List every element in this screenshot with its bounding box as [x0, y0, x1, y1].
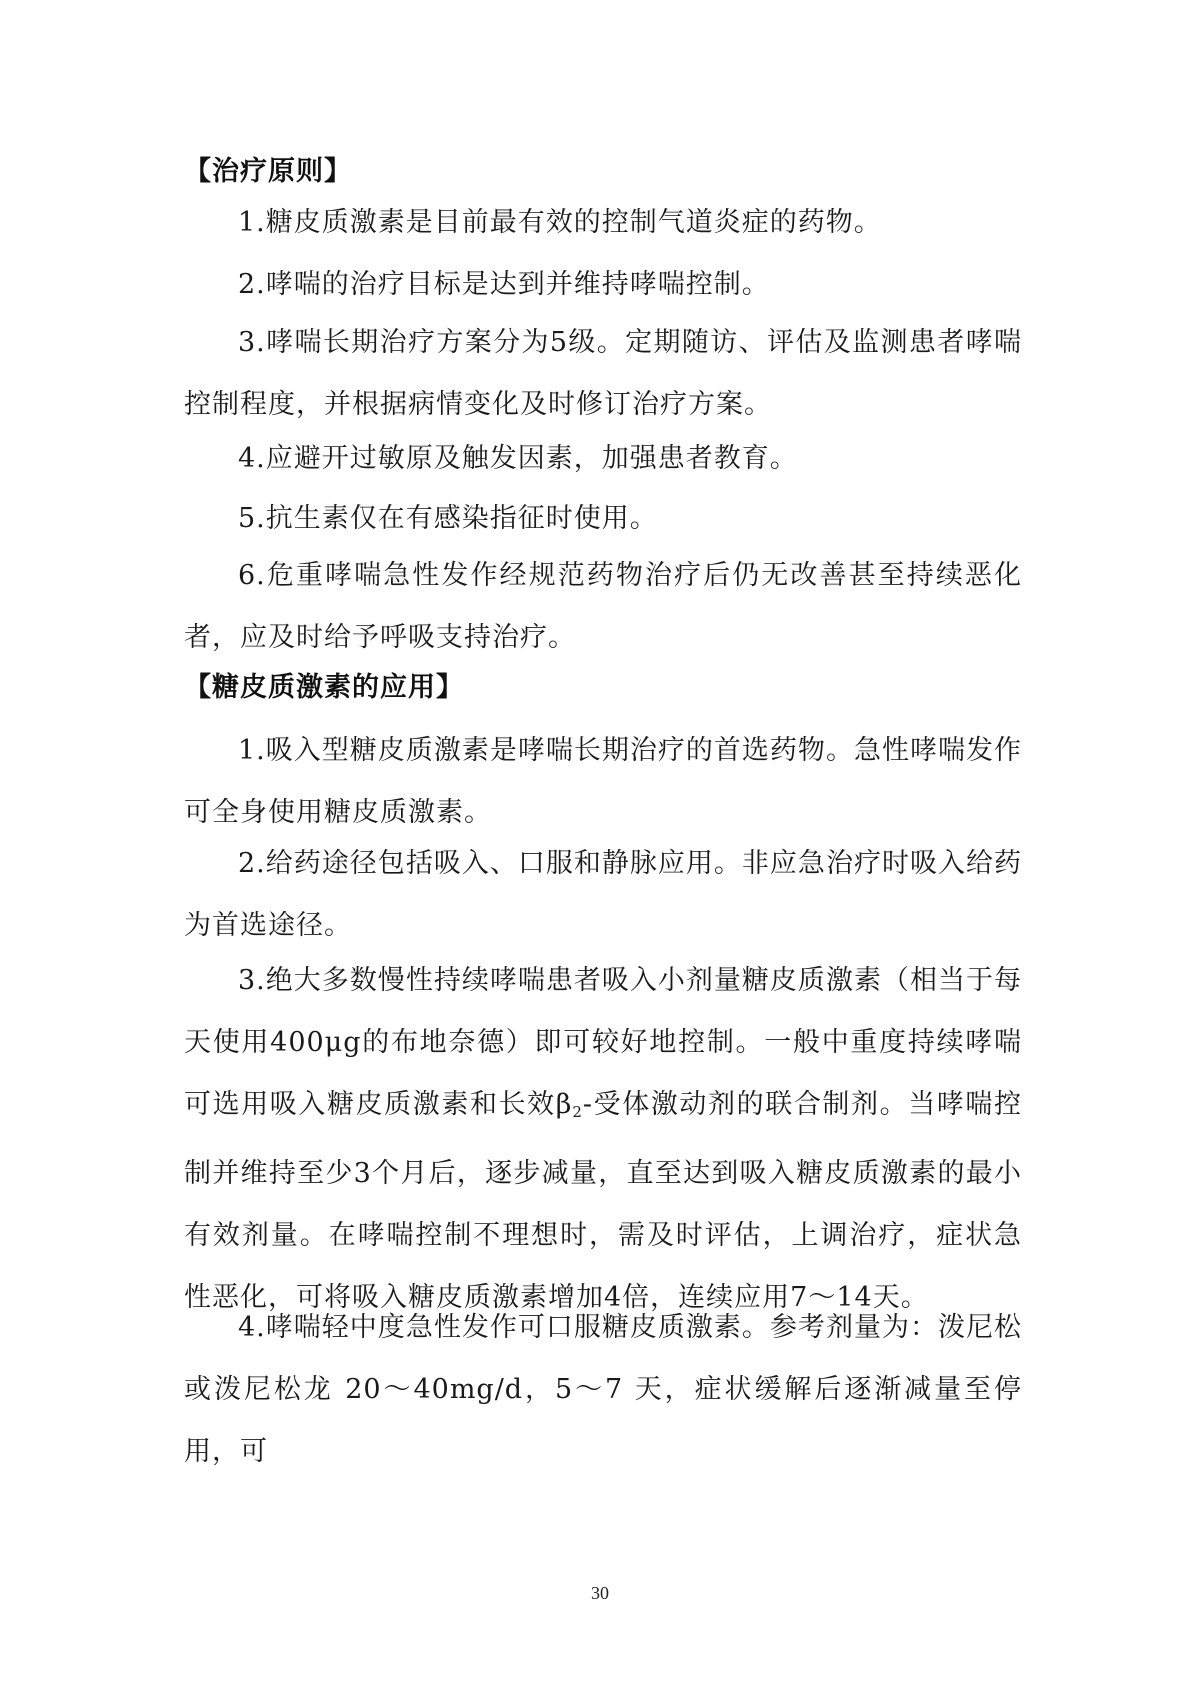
- principle-item-1: 1.糖皮质激素是目前最有效的控制气道炎症的药物。: [238, 207, 882, 238]
- beta-subscript: 2: [572, 1103, 583, 1121]
- usage-item-3-text-a: 3.绝大多数慢性持续哮喘患者吸入小剂量糖皮质激素（相当于每天使用400μg的布地奈德）即可较好地控制。一般中重度持续哮喘可选用吸入糖皮质激素和长效β: [184, 965, 1022, 1120]
- usage-item-4: 4.哮喘轻中度急性发作可口服糖皮质激素。参考剂量为：泼尼松或泼尼松龙 20～40mg/d，5～7 天，症状缓解后逐渐减量至停用，可: [184, 1312, 1022, 1467]
- principle-item-2: 2.哮喘的治疗目标是达到并维持哮喘控制。: [238, 269, 770, 300]
- usage-item-1: 1.吸入型糖皮质激素是哮喘长期治疗的首选药物。急性哮喘发作可全身使用糖皮质激素。: [184, 735, 1022, 828]
- principle-item-4: 4.应避开过敏原及触发因素，加强患者教育。: [238, 443, 798, 474]
- section-heading-glucocorticoid-use: 【糖皮质激素的应用】: [184, 672, 464, 703]
- section-heading-treatment-principles: 【治疗原则】: [184, 156, 352, 187]
- principle-item-3: 3.哮喘长期治疗方案分为5级。定期随访、评估及监测患者哮喘控制程度，并根据病情变化及时修订治疗方案。: [184, 327, 1022, 420]
- usage-item-3: [184, 950, 1022, 1329]
- principle-item-6: 6.危重哮喘急性发作经规范药物治疗后仍无改善甚至持续恶化者，应及时给予呼吸支持治疗。: [184, 560, 1022, 653]
- page-number: 30: [591, 1583, 609, 1603]
- principle-item-5: 5.抗生素仅在有感染指征时使用。: [238, 503, 658, 534]
- usage-item-3-text-b: -受体激动剂的联合制剂。当哮喘控制并维持至少3个月后，逐步减量，直至达到吸入糖皮质激素的最小有效剂量。在哮喘控制不理想时，需及时评估，上调治疗，症状急性恶化，可将吸入糖皮质激素增加4倍，连续应用7～14天。: [184, 1089, 1023, 1313]
- usage-item-2: 2.给药途径包括吸入、口服和静脉应用。非应急治疗时吸入给药为首选途径。: [184, 848, 1022, 941]
